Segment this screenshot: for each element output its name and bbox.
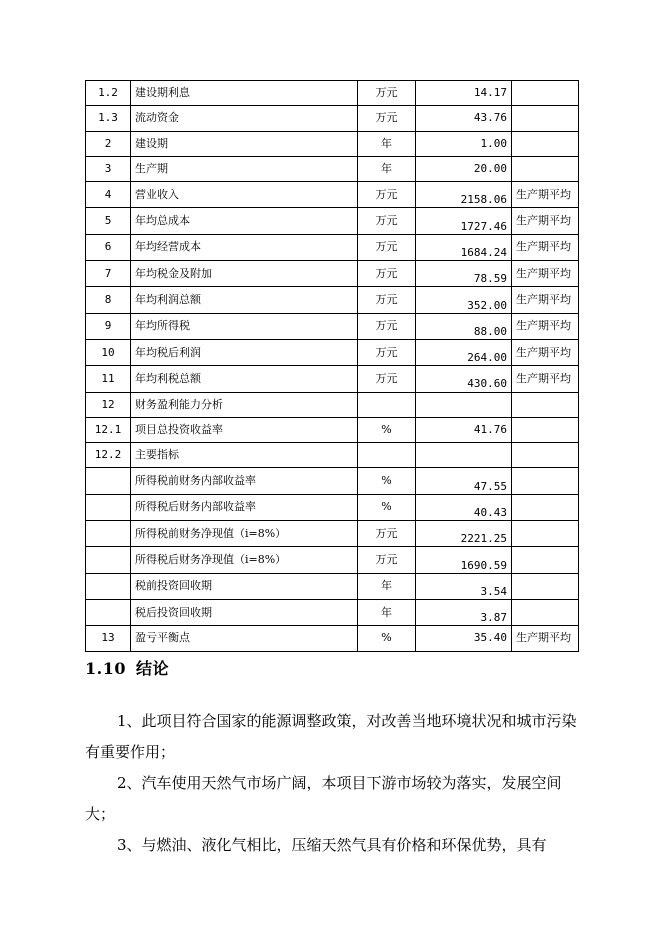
row-unit: 万元 <box>358 366 416 392</box>
row-unit: % <box>358 626 416 651</box>
row-note <box>512 131 579 156</box>
row-note <box>512 156 579 181</box>
row-number <box>86 468 131 494</box>
row-value: 430.60 <box>416 366 512 392</box>
row-note: 生产期平均 <box>512 261 579 287</box>
row-number <box>86 547 131 573</box>
row-value <box>416 392 512 417</box>
table-row <box>86 131 579 156</box>
row-unit: 年 <box>358 156 416 181</box>
row-item-name: 建设期 <box>131 131 358 156</box>
section-heading <box>85 656 169 679</box>
row-unit: 年 <box>358 131 416 156</box>
row-unit <box>358 392 416 417</box>
row-item-name: 主要指标 <box>131 443 358 468</box>
row-value: 41.76 <box>416 417 512 442</box>
row-number: 12.1 <box>86 417 131 442</box>
conclusion-paragraph-2: 2、汽车使用天然气市场广阔，本项目下游市场较为落实，发展空间大； <box>85 774 562 823</box>
table-row <box>86 547 579 573</box>
row-note: 生产期平均 <box>512 339 579 365</box>
row-value: 35.40 <box>416 626 512 651</box>
table-row <box>86 599 579 625</box>
row-note <box>512 521 579 547</box>
row-note: 生产期平均 <box>512 182 579 208</box>
row-note <box>512 417 579 442</box>
row-value: 1727.46 <box>416 208 512 234</box>
row-number: 9 <box>86 313 131 339</box>
row-unit: 万元 <box>358 339 416 365</box>
row-unit: 年 <box>358 573 416 599</box>
row-note <box>512 573 579 599</box>
row-value: 78.59 <box>416 261 512 287</box>
conclusion-paragraph-1: 1、此项目符合国家的能源调整政策，对改善当地环境状况和城市污染有重要作用； <box>85 712 577 761</box>
row-note <box>512 547 579 573</box>
row-unit: 万元 <box>358 81 416 106</box>
row-item-name: 所得税后财务净现值（i=8%） <box>131 547 358 573</box>
row-unit: % <box>358 417 416 442</box>
table-row <box>86 208 579 234</box>
row-item-name: 税前投资回收期 <box>131 573 358 599</box>
row-value: 20.00 <box>416 156 512 181</box>
row-item-name: 税后投资回收期 <box>131 599 358 625</box>
row-value: 14.17 <box>416 81 512 106</box>
row-value: 1.00 <box>416 131 512 156</box>
row-value: 3.87 <box>416 599 512 625</box>
row-item-name: 年均总成本 <box>131 208 358 234</box>
table-row <box>86 521 579 547</box>
row-unit: % <box>358 494 416 520</box>
row-value: 40.43 <box>416 494 512 520</box>
row-item-name: 盈亏平衡点 <box>131 626 358 651</box>
row-note: 生产期平均 <box>512 234 579 260</box>
row-value: 2158.06 <box>416 182 512 208</box>
row-value: 88.00 <box>416 313 512 339</box>
row-value: 3.54 <box>416 573 512 599</box>
row-number <box>86 599 131 625</box>
row-item-name: 年均经营成本 <box>131 234 358 260</box>
row-unit: 万元 <box>358 261 416 287</box>
row-unit: 万元 <box>358 547 416 573</box>
row-number: 11 <box>86 366 131 392</box>
row-number: 7 <box>86 261 131 287</box>
table-row <box>86 339 579 365</box>
table-row <box>86 573 579 599</box>
row-note: 生产期平均 <box>512 626 579 651</box>
row-note: 生产期平均 <box>512 287 579 313</box>
row-item-name: 年均所得税 <box>131 313 358 339</box>
table-row <box>86 443 579 468</box>
row-item-name: 建设期利息 <box>131 81 358 106</box>
row-note <box>512 81 579 106</box>
row-number: 1.2 <box>86 81 131 106</box>
row-value: 1684.24 <box>416 234 512 260</box>
row-value: 1690.59 <box>416 547 512 573</box>
row-number: 3 <box>86 156 131 181</box>
row-value: 264.00 <box>416 339 512 365</box>
row-unit: 年 <box>358 599 416 625</box>
row-note: 生产期平均 <box>512 208 579 234</box>
conclusion-paragraph-3: 3、与燃油、液化气相比，压缩天然气具有价格和环保优势，具有 <box>117 836 547 854</box>
row-number: 10 <box>86 339 131 365</box>
table-body <box>86 81 579 652</box>
table-row <box>86 392 579 417</box>
row-item-name: 项目总投资收益率 <box>131 417 358 442</box>
financial-indicator-table <box>85 80 579 652</box>
row-note <box>512 392 579 417</box>
table-row <box>86 261 579 287</box>
row-note: 生产期平均 <box>512 366 579 392</box>
row-item-name: 所得税前财务净现值（i=8%） <box>131 521 358 547</box>
table-row <box>86 81 579 106</box>
row-item-name: 年均税金及附加 <box>131 261 358 287</box>
row-item-name: 年均利润总额 <box>131 287 358 313</box>
row-note <box>512 106 579 131</box>
row-note <box>512 468 579 494</box>
row-unit: 万元 <box>358 234 416 260</box>
row-unit: 万元 <box>358 182 416 208</box>
row-value: 2221.25 <box>416 521 512 547</box>
row-number <box>86 521 131 547</box>
section-number: 1.10 <box>85 659 126 678</box>
table-row <box>86 234 579 260</box>
table-row <box>86 287 579 313</box>
row-number: 12.2 <box>86 443 131 468</box>
row-number: 8 <box>86 287 131 313</box>
row-number: 12 <box>86 392 131 417</box>
row-value: 352.00 <box>416 287 512 313</box>
row-note <box>512 443 579 468</box>
table-row <box>86 182 579 208</box>
row-number: 13 <box>86 626 131 651</box>
table-row <box>86 468 579 494</box>
row-unit: 万元 <box>358 313 416 339</box>
row-unit: 万元 <box>358 106 416 131</box>
row-number: 6 <box>86 234 131 260</box>
row-value: 47.55 <box>416 468 512 494</box>
row-unit: % <box>358 468 416 494</box>
table-row <box>86 156 579 181</box>
row-item-name: 财务盈利能力分析 <box>131 392 358 417</box>
table-row <box>86 417 579 442</box>
section-title: 结论 <box>135 659 169 678</box>
table-row <box>86 494 579 520</box>
row-item-name: 年均税后利润 <box>131 339 358 365</box>
row-note <box>512 494 579 520</box>
row-number: 1.3 <box>86 106 131 131</box>
row-value: 43.76 <box>416 106 512 131</box>
table-row <box>86 626 579 651</box>
row-number: 4 <box>86 182 131 208</box>
row-item-name: 所得税前财务内部收益率 <box>131 468 358 494</box>
row-note: 生产期平均 <box>512 313 579 339</box>
row-item-name: 生产期 <box>131 156 358 181</box>
row-value <box>416 443 512 468</box>
row-item-name: 流动资金 <box>131 106 358 131</box>
row-unit: 万元 <box>358 287 416 313</box>
row-number <box>86 573 131 599</box>
row-unit <box>358 443 416 468</box>
row-item-name: 所得税后财务内部收益率 <box>131 494 358 520</box>
table-row <box>86 366 579 392</box>
row-number <box>86 494 131 520</box>
row-number: 5 <box>86 208 131 234</box>
table-row <box>86 106 579 131</box>
row-item-name: 年均利税总额 <box>131 366 358 392</box>
row-item-name: 营业收入 <box>131 182 358 208</box>
row-number: 2 <box>86 131 131 156</box>
row-unit: 万元 <box>358 208 416 234</box>
row-unit: 万元 <box>358 521 416 547</box>
row-note <box>512 599 579 625</box>
table-row <box>86 313 579 339</box>
